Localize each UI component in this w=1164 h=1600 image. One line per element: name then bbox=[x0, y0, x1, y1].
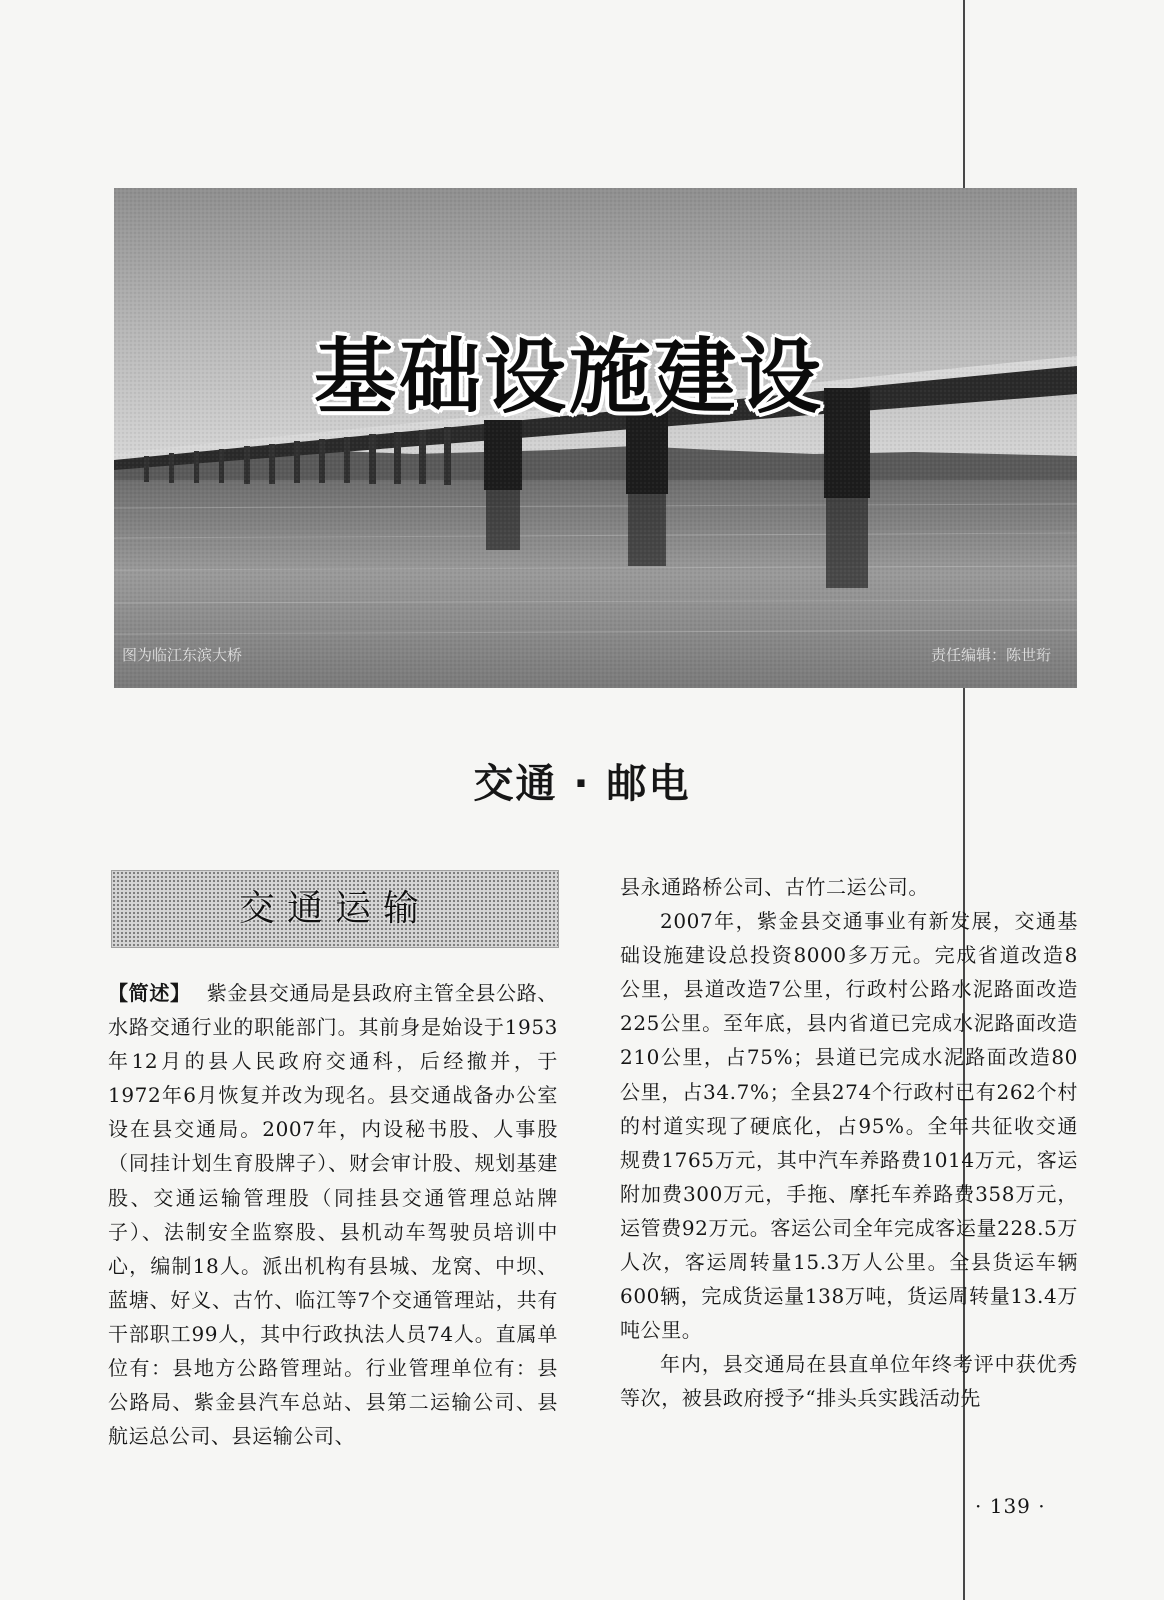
left-column bbox=[108, 976, 558, 1453]
subsection-heading: 交通运输 bbox=[238, 888, 431, 929]
paragraph-2007-development: 2007年，紫金县交通事业有新发展，交通基础设施建设总投资8000多万元。完成省道改造8公里，县道改造7公里，行政村公路水泥路面改造225公里。至年底，县内省道已完成水泥路面改造210公里，占75%；县道已完成水泥路面改造80公里，占34.7%；全县274个行政村已有262个村的村道实现了硬底化，占95%。全年共征收交通规费1765万元，其中汽车养路费1014万元，客运附加费300万元，手拖、摩托车养路费358万元，运管费92万元。客运公司全年完成客运量228.5万人次，客运周转量15.3万人公里。全县货运车辆600辆，完成货运量138万吨，货运周转量13.4万吨公里。 bbox=[620, 909, 1078, 1343]
banner-photo bbox=[114, 188, 1077, 688]
bridge-photo-illustration bbox=[114, 188, 1077, 688]
right-column bbox=[620, 870, 1078, 1416]
summary-label: 【简述】 bbox=[108, 981, 191, 1005]
photo-caption: 图为临江东滨大桥 bbox=[122, 646, 243, 664]
banner-title: 基础设施建设 bbox=[314, 330, 825, 425]
page-number: · 139 · bbox=[975, 1494, 1046, 1518]
section-title: 交通 · 邮电 bbox=[473, 761, 691, 807]
editor-credit: 责任编辑：陈世珩 bbox=[930, 646, 1051, 664]
subsection-heading-box bbox=[111, 870, 559, 948]
summary-paragraph: 紫金县交通局是县政府主管全县公路、水路交通行业的职能部门。其前身是始设于1953年12月的县人民政府交通科，后经撤并，于1972年6月恢复并改为现名。县交通战备办公室设在县交通局。2007年，内设秘书股、人事股（同挂计划生育股牌子）、财会审计股、规划基建股、交通运输管理股（同挂县交通管理总站牌子）、法制安全监察股、县机动车驾驶员培训中心，编制18人。派出机构有县城、龙窝、中坝、蓝塘、好义、古竹、临江等7个交通管理站，共有干部职工99人，其中行政执法人员74人。直属单位有：县地方公路管理站。行业管理单位有：县公路局、紫金县汽车总站、县第二运输公司、县航运总公司、县运输公司、 bbox=[108, 981, 558, 1449]
continuation-text: 县永通路桥公司、古竹二运公司。 bbox=[620, 875, 929, 899]
paragraph-awards: 年内，县交通局在县直单位年终考评中获优秀等次，被县政府授予“排头兵实践活动先 bbox=[620, 1352, 1078, 1411]
